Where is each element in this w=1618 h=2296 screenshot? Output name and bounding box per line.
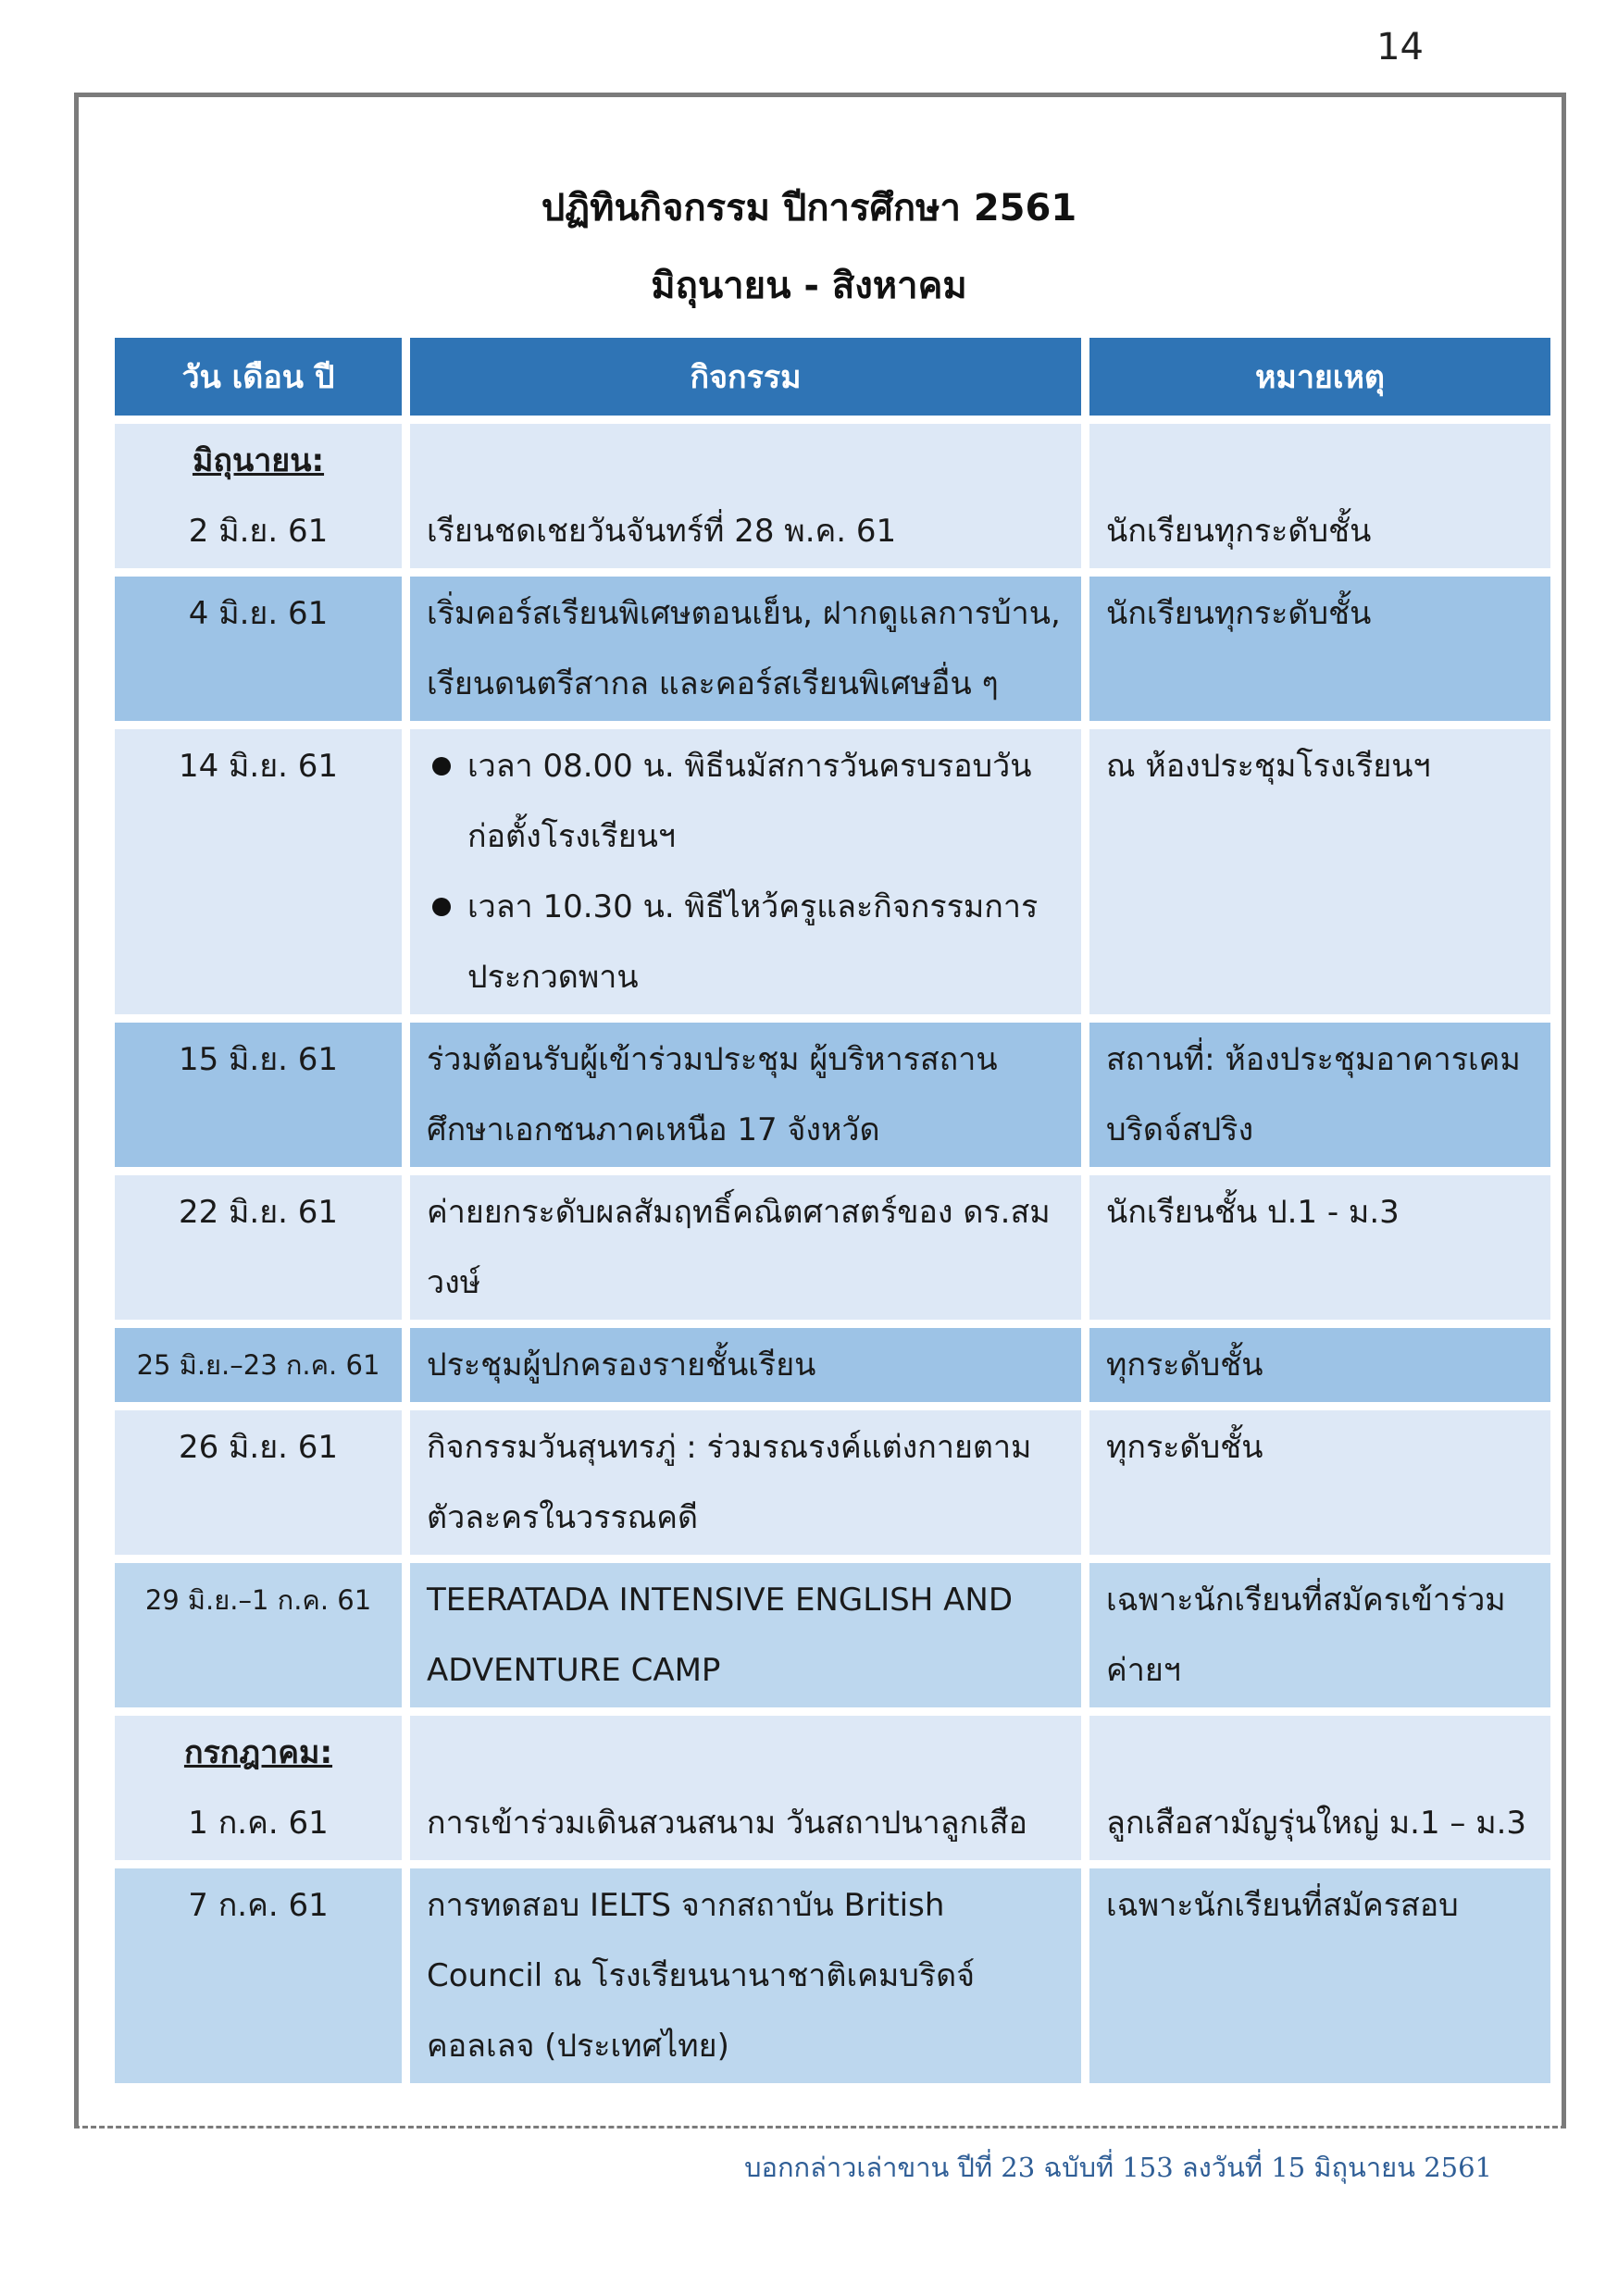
bullet-text: เวลา 08.00 น. พิธีนมัสการวันครบรอบวันก่อตั้งโรงเรียนฯ	[467, 748, 1032, 855]
table-row	[115, 1175, 1550, 1320]
table-row	[115, 729, 1550, 1014]
activity-calendar-table	[106, 329, 1559, 2091]
date-cell: 4 มิ.ย. 61	[115, 577, 402, 721]
date-cell: 26 มิ.ย. 61	[115, 1410, 402, 1555]
note-cell	[1089, 424, 1550, 568]
date-cell: 29 มิ.ย.–1 ก.ค. 61	[115, 1563, 402, 1707]
bullet-item	[427, 731, 1064, 872]
date-cell	[115, 1716, 402, 1860]
date-text: 1 ก.ค. 61	[188, 1805, 329, 1842]
bullet-icon	[432, 898, 451, 916]
page-title: ปฏิทินกิจกรรม ปีการศึกษา 2561	[541, 187, 1077, 230]
table-row	[115, 424, 1550, 568]
page-subtitle: มิถุนายน - สิงหาคม	[651, 265, 967, 307]
table-row	[115, 1328, 1550, 1402]
note-cell	[1089, 1716, 1550, 1860]
note-text: ลูกเสือสามัญรุ่นใหญ่ ม.1 – ม.3	[1106, 1805, 1527, 1842]
activity-text: การเข้าร่วมเดินสวนสนาม วันสถาปนาลูกเสือ	[427, 1805, 1027, 1842]
month-heading: มิถุนายน:	[192, 442, 325, 479]
bullet-item	[427, 872, 1064, 1012]
note-text: นักเรียนทุกระดับชั้น	[1106, 513, 1372, 550]
table-row	[115, 1410, 1550, 1555]
header-note: หมายเหตุ	[1089, 338, 1550, 416]
note-cell: ณ ห้องประชุมโรงเรียนฯ	[1089, 729, 1550, 1014]
table-row	[115, 1868, 1550, 2083]
activity-cell: กิจกรรมวันสุนทรภู่ : ร่วมรณรงค์แต่งกายตามตัวละครในวรรณคดี	[410, 1410, 1081, 1555]
bullet-icon	[432, 757, 451, 776]
note-cell: เฉพาะนักเรียนที่สมัครสอบ	[1089, 1868, 1550, 2083]
activity-cell: เริ่มคอร์สเรียนพิเศษตอนเย็น, ฝากดูแลการบ้าน, เรียนดนตรีสากล และคอร์สเรียนพิเศษอื่น ๆ	[410, 577, 1081, 721]
header-activity: กิจกรรม	[410, 338, 1081, 416]
bullet-text: เวลา 10.30 น. พิธีไหว้ครูและกิจกรรมการประกวดพาน	[467, 888, 1039, 996]
activity-cell: การทดสอบ IELTS จากสถาบัน British Council ณ โรงเรียนนานาชาติเคมบริดจ์ คอลเลจ (ประเทศไทย)	[410, 1868, 1081, 2083]
month-heading: กรกฎาคม:	[183, 1734, 333, 1771]
activity-cell: ประชุมผู้ปกครองรายชั้นเรียน	[410, 1328, 1081, 1402]
newsletter-footer: บอกกล่าวเล่าขาน ปีที่ 23 ฉบับที่ 153 ลงวันที่ 15 มิถุนายน 2561	[744, 2152, 1492, 2183]
date-cell: 15 มิ.ย. 61	[115, 1023, 402, 1167]
note-cell: นักเรียนชั้น ป.1 - ม.3	[1089, 1175, 1550, 1320]
date-cell	[115, 424, 402, 568]
activity-cell	[410, 729, 1081, 1014]
date-cell: 25 มิ.ย.–23 ก.ค. 61	[115, 1328, 402, 1402]
activity-cell: ร่วมต้อนรับผู้เข้าร่วมประชุม ผู้บริหารสถานศึกษาเอกชนภาคเหนือ 17 จังหวัด	[410, 1023, 1081, 1167]
table-header-row	[115, 338, 1550, 416]
date-cell: 14 มิ.ย. 61	[115, 729, 402, 1014]
table-row	[115, 577, 1550, 721]
header-date: วัน เดือน ปี	[115, 338, 402, 416]
note-cell: ทุกระดับชั้น	[1089, 1410, 1550, 1555]
date-cell: 22 มิ.ย. 61	[115, 1175, 402, 1320]
note-cell: สถานที่: ห้องประชุมอาคารเคมบริดจ์สปริง	[1089, 1023, 1550, 1167]
activity-cell: ค่ายยกระดับผลสัมฤทธิ์คณิตศาสตร์ของ ดร.สมวงษ์	[410, 1175, 1081, 1320]
table-row	[115, 1023, 1550, 1167]
date-cell: 7 ก.ค. 61	[115, 1868, 402, 2083]
date-text: 2 มิ.ย. 61	[188, 513, 329, 550]
table-row	[115, 1563, 1550, 1707]
note-cell: เฉพาะนักเรียนที่สมัครเข้าร่วมค่ายฯ	[1089, 1563, 1550, 1707]
page-number: 14	[1376, 26, 1424, 68]
note-cell: นักเรียนทุกระดับชั้น	[1089, 577, 1550, 721]
activity-cell	[410, 424, 1081, 568]
activity-cell: TEERATADA INTENSIVE ENGLISH AND ADVENTURE CAMP	[410, 1563, 1081, 1707]
note-cell: ทุกระดับชั้น	[1089, 1328, 1550, 1402]
table-row	[115, 1716, 1550, 1860]
activity-cell	[410, 1716, 1081, 1860]
activity-text: เรียนชดเชยวันจันทร์ที่ 28 พ.ค. 61	[427, 513, 897, 550]
